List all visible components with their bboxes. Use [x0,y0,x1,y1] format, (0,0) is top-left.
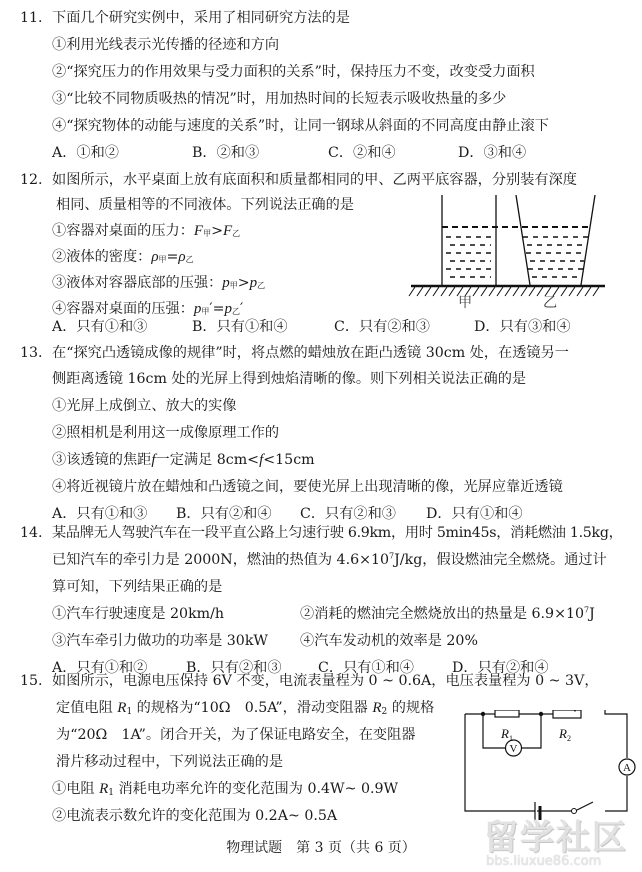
statement-3 [52,274,265,295]
variable-r: R [99,781,109,797]
statement-2: ②电流表示数允许的变化范围为 0.2A~ 0.5A [52,808,338,824]
option-b: B．只有②和④ [176,506,272,522]
variable: p [222,275,230,291]
question-stem-line-1: 如图所示，电源电压保持 6V 不变，电流表量程为 0 ~ 0.6A，电压表量程为 0 ~ 3V， [52,673,599,689]
variable: p [193,301,202,317]
option-a: A．只有①和③ [52,506,148,522]
subscript: 1 [126,707,133,717]
watermark-logo: 留学社区 [484,818,628,858]
statement-4: ④将近视镜片放在蜡烛和凸透镜之间，要使光屏上出现清晰的像，光屏应靠近透镜 [52,479,563,495]
question-number: 14. [20,525,43,541]
subscript: 甲 [201,307,210,316]
subscript: 甲 [158,255,167,264]
rheostat-r2 [553,710,581,718]
stem-text: 的规格为“10Ω 0.5A”，滑动变阻器 [132,700,373,716]
subscript: 2 [381,707,388,717]
variable: p [249,275,258,291]
option-d: D．只有②和④ [452,660,549,676]
variable-r: R [117,700,127,716]
statement-text: ②消耗的燃油完全燃烧放出的热量是 6.9×10 [300,606,585,622]
variable-f: f [151,452,156,468]
resistor-r1 [495,710,519,717]
wire [465,714,535,811]
statement-1: ①汽车行驶速度是 20km/h [52,606,225,622]
slider-wire [575,710,627,758]
option-c: C．②和④ [328,145,396,161]
statement-2 [300,605,595,623]
operator: = [212,301,225,317]
stem-text: 已知汽车的牵引力是 2000N，燃油的热值为 4.6×10 [52,552,390,568]
statement-text: ④容器对桌面的压强： [52,301,194,317]
subscript: 甲 [229,281,238,290]
variable: F [222,223,233,239]
variable: ρ [151,249,159,265]
statement-4: ④“探究物体的动能与速度的关系”时，让同一钢球从斜面的不同高度由静止滚下 [52,118,549,134]
junction-node [481,712,485,716]
statement-text: ①电阻 [52,781,100,797]
stem-text: 的规格 [387,700,435,716]
question-stem-line-1: 在“探究凸透镜成像的规律”时，将点燃的蜡烛放在距凸透镜 30cm 处，在透镜另一 [52,345,569,361]
option-c: C．只有②和③ [334,319,430,335]
subscript: 乙 [257,281,266,290]
exponent: 7 [584,605,590,615]
watermark-url: bbs.liuxue86.com [486,854,602,869]
subscript: 乙 [232,307,241,316]
option-b: B．只有②和③ [186,660,282,676]
variable: p [224,301,233,317]
statement-text: J [589,606,595,622]
statement-text: ③液体对容器底部的压强： [52,275,223,291]
subscript: 1 [108,788,114,798]
ammeter-label: A [623,762,631,774]
prime: ′ [240,301,244,317]
statement-1 [52,780,398,802]
stem-text: 定值电阻 [56,700,118,716]
question-stem-line-3: 为“20Ω 1A”。闭合开关，为了保证电路安全，在变阻器 [56,727,416,743]
question-stem-line-2 [56,699,434,721]
statement-text: <15cm [263,452,315,468]
question-stem-line-1: 某品牌无人驾驶汽车在一段平直公路上匀速行驶 6.9km，用时 5min45s，消耗燃油 1.5kg， [52,525,623,541]
option-b: B．只有①和④ [192,319,288,335]
option-a: A．只有①和③ [52,319,148,335]
statement-text: 一定满足 8cm< [155,452,260,468]
question-number: 15. [20,673,43,689]
containers-figure [405,195,620,313]
prime: ′ [209,301,213,317]
liquid-jia [446,237,491,277]
table-hatching [409,287,599,296]
operator: > [211,223,223,239]
voltmeter-label: V [509,743,518,755]
statement-3 [52,451,315,469]
statement-text: ③该透镜的焦距 [52,452,152,468]
subscript: 乙 [232,229,241,238]
statement-text: ②液体的密度： [52,249,152,265]
option-d: D．只有③和④ [474,319,571,335]
stem-text: J/kg，假设燃油完全燃烧。通过计 [394,552,607,568]
operator: > [237,275,250,291]
question-number: 12. [20,172,43,188]
question-stem-line-2 [52,551,607,569]
question-stem-line-1: 如图所示，水平桌面上放有底面积和质量都相同的甲、乙两平底容器，分别装有深度 [52,172,577,188]
question-stem: 下面几个研究实例中，采用了相同研究方法的是 [52,10,350,26]
statement-text: ①容器对桌面的压力： [52,223,194,239]
statement-3: ③“比较不同物质吸热的情况”时，用加热时间的长短表示吸收热量的多少 [52,91,507,107]
junction-node [539,712,543,716]
question-number: 11. [20,10,43,26]
variable-r: R [372,700,382,716]
liquid-yi [523,237,588,277]
question-stem-line-3: 算可知，下列结果正确的是 [52,579,223,595]
question-stem-line-2: 侧距离透镜 16cm 处的光屏上得到烛焰清晰的像。则下列相关说法正确的是 [52,371,527,387]
statement-1 [52,222,240,243]
statement-text: 消耗电功率允许的变化范围为 0.4W~ 0.9W [113,781,399,797]
variable: ρ [178,249,186,265]
operator: = [166,249,179,265]
r1-label: $R_1$ [501,726,513,743]
exponent: 7 [389,551,395,561]
container-yi [516,195,595,285]
option-a: A．①和② [52,145,119,161]
option-c: C．只有②和③ [300,506,396,522]
circuit-diagram [455,710,642,820]
statement-4: ④汽车发动机的效率是 20% [300,633,478,649]
option-c: C．只有①和④ [318,660,414,676]
statement-1: ①利用光线表示光传播的径迹和方向 [52,37,280,53]
option-d: D．③和④ [458,145,527,161]
r2-label: $R_2$ [559,726,571,743]
page-footer: 物理试题 第 3 页（共 6 页） [226,840,416,856]
subscript: 甲 [203,229,212,238]
option-d: D．只有①和④ [426,506,523,522]
question-stem-line-4: 滑片移动过程中，下列说法正确的是 [56,754,284,770]
statement-2: ②“探究压力的作用效果与受力面积的关系”时，保持压力不变，改变受力面积 [52,64,535,80]
option-b: B．②和③ [192,145,260,161]
statement-1: ①光屏上成倒立、放大的实像 [52,398,237,414]
statement-2 [52,248,194,269]
container-jia [442,195,496,285]
subscript: 乙 [185,255,194,264]
variable-f: f [259,452,264,468]
label-jia: 甲 [458,295,473,311]
variable: F [193,223,204,239]
question-number: 13. [20,345,43,361]
statement-3: ③汽车牵引力做功的功率是 30kW [52,633,268,649]
label-yi: 乙 [543,295,558,311]
question-stem-line-2: 相同、质量相等的不同液体。下列说法正确的是 [56,197,354,213]
option-a: A．只有①和② [52,660,148,676]
statement-2: ②照相机是利用这一成像原理工作的 [52,425,280,441]
